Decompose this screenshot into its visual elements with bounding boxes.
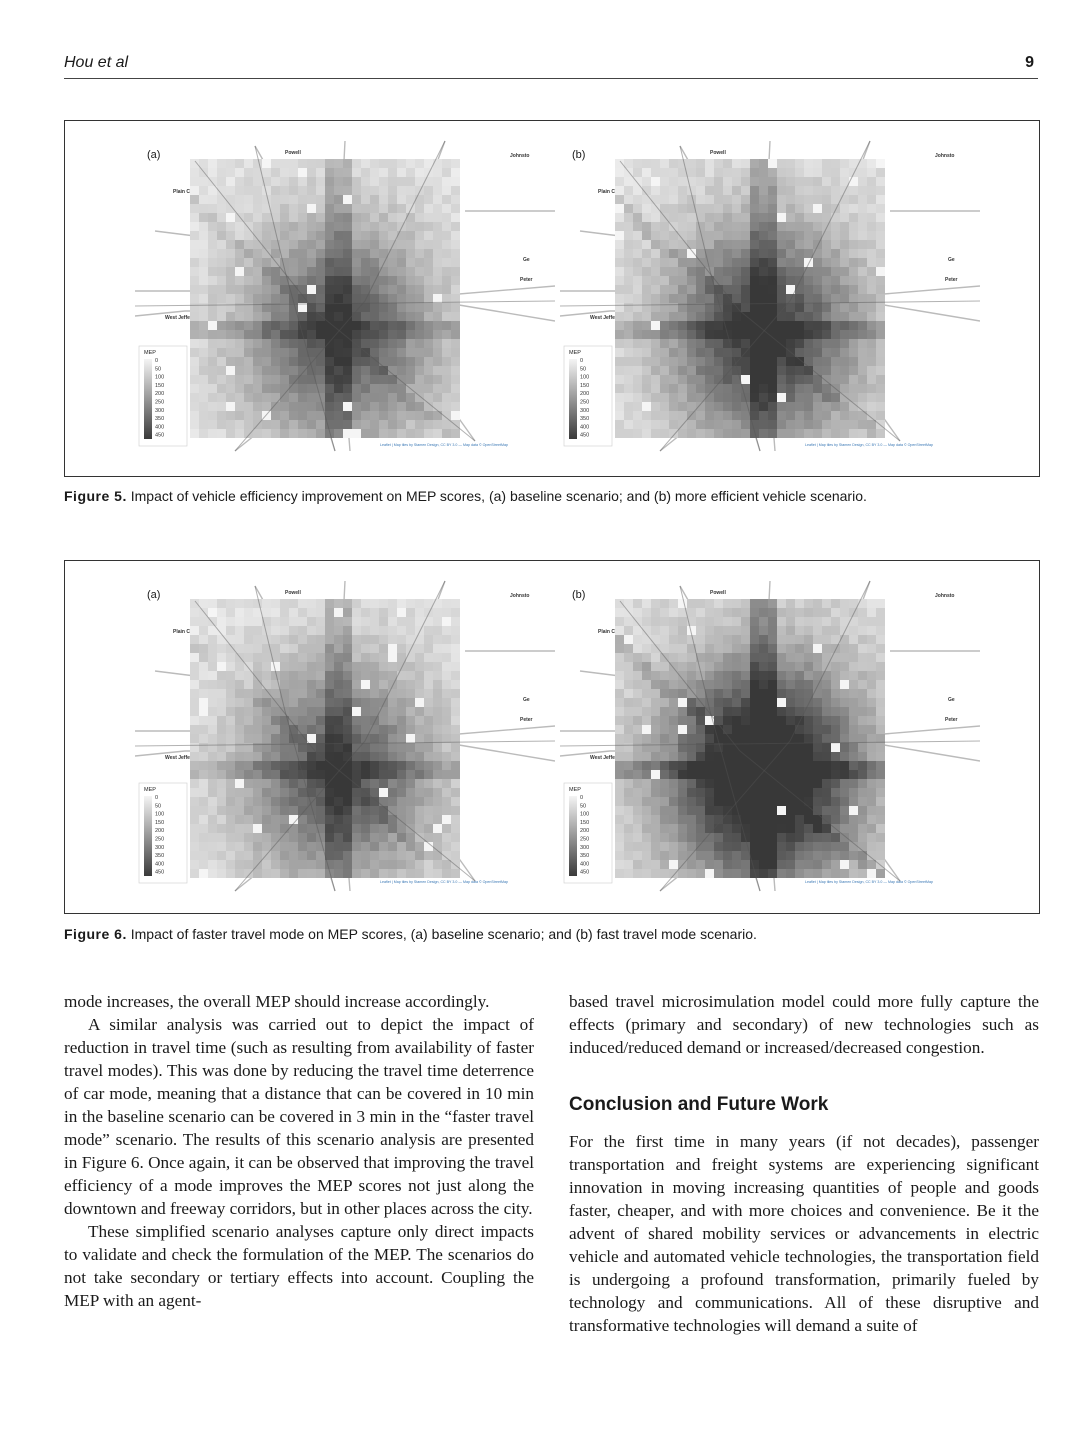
figure-6-caption [64, 926, 757, 942]
legend-tick: 200 [580, 391, 590, 398]
legend-tick: 150 [155, 382, 165, 389]
map-attribution: Leaflet | Map tiles by Stamen Design, CC BY 3.0 — Map data © OpenStreetMap [380, 880, 508, 884]
legend-tick: 50 [580, 366, 587, 373]
paragraph: mode increases, the overall MEP should increase accordingly. [64, 992, 490, 1011]
body-column-left [64, 990, 534, 1312]
mep-legend [139, 783, 187, 883]
paragraph: These simplified scenario analyses capture only direct impacts to validate and check the formulation of the MEP. The scenarios do not take secondary or tertiary effects into account. Coupling the MEP with an agent- [64, 1222, 534, 1310]
svg-text:MEP: MEP [569, 787, 581, 793]
mep-legend [139, 346, 187, 446]
legend-tick: 250 [580, 836, 590, 843]
legend-tick: 100 [155, 374, 165, 381]
legend-tick: 300 [580, 844, 590, 851]
mep-heatmap-map [135, 561, 555, 913]
mep-legend [564, 783, 612, 883]
caption-label: Figure 5. [64, 488, 127, 504]
legend-tick: 250 [155, 836, 165, 843]
map-place-label-west: West Jeffe [590, 315, 615, 321]
running-author: Hou et al [64, 54, 129, 71]
figure-6-panel-a [135, 561, 555, 913]
map-place-label-east2: Peter [520, 277, 533, 283]
page-number: 9 [1025, 54, 1034, 71]
map-place-label-north: Powell [710, 150, 726, 156]
map-attribution: Leaflet | Map tiles by Stamen Design, CC BY 3.0 — Map data © OpenStreetMap [380, 443, 508, 447]
legend-tick: 200 [155, 391, 165, 398]
map-place-label-east1: Ge [948, 257, 955, 263]
legend-tick: 150 [155, 819, 165, 826]
map-place-label-north: Powell [710, 590, 726, 596]
legend-tick: 450 [580, 869, 590, 876]
map-place-label-ne: Johnsto [510, 153, 530, 159]
panel-label: (b) [572, 149, 586, 161]
legend-tick: 150 [580, 382, 590, 389]
paragraph: based travel microsimulation model could more fully capture the effects (primary and secondary) of new technologies such as induced/reduced demand or increased/decreased congestion. [569, 992, 1039, 1057]
map-attribution: Leaflet | Map tiles by Stamen Design, CC BY 3.0 — Map data © OpenStreetMap [805, 880, 933, 884]
legend-tick: 350 [155, 853, 165, 860]
caption-text: Impact of vehicle efficiency improvement on MEP scores, (a) baseline scenario; and (b) more efficient vehicle scenario. [130, 488, 867, 504]
legend-tick: 450 [580, 432, 590, 439]
legend-tick: 100 [580, 811, 590, 818]
map-place-label-nw: Plain C [173, 189, 190, 195]
map-place-label-east1: Ge [523, 257, 530, 263]
figure-5-panel-b [560, 121, 980, 476]
legend-tick: 300 [580, 407, 590, 414]
map-place-label-east2: Peter [520, 717, 533, 723]
legend-tick: 300 [155, 407, 165, 414]
legend-tick: 150 [580, 819, 590, 826]
map-place-label-nw: Plain C [598, 629, 615, 635]
map-place-label-west: West Jeffe [165, 315, 190, 321]
legend-tick: 250 [580, 399, 590, 406]
map-place-label-nw: Plain C [598, 189, 615, 195]
map-place-label-east2: Peter [945, 717, 958, 723]
panel-label: (a) [147, 589, 161, 601]
caption-label: Figure 6. [64, 926, 127, 942]
map-attribution: Leaflet | Map tiles by Stamen Design, CC BY 3.0 — Map data © OpenStreetMap [805, 443, 933, 447]
legend-tick: 50 [155, 803, 162, 810]
legend-tick: 350 [580, 853, 590, 860]
legend-tick: 100 [580, 374, 590, 381]
legend-tick: 450 [155, 869, 165, 876]
legend-tick: 450 [155, 432, 165, 439]
legend-tick: 0 [580, 795, 584, 801]
map-place-label-ne: Johnsto [935, 593, 955, 599]
legend-tick: 50 [580, 803, 587, 810]
legend-tick: 400 [580, 861, 590, 868]
figure-5-panel-a [135, 121, 555, 476]
legend-tick: 250 [155, 399, 165, 406]
legend-tick: 200 [580, 828, 590, 835]
figure-5 [64, 120, 1040, 477]
map-place-label-east1: Ge [523, 697, 530, 703]
legend-tick: 400 [580, 424, 590, 431]
map-place-label-nw: Plain C [173, 629, 190, 635]
figure-6 [64, 560, 1040, 914]
legend-tick: 400 [155, 424, 165, 431]
mep-heatmap-map [560, 121, 980, 476]
paragraph: For the first time in many years (if not decades), passenger transportation and freight systems are experiencing significant innovation in moving increasing quantities of people and goods faster, cheaper, and with more choices and convenience. Be it the advent of shared mobility services or advancements in electric vehicle and automated vehicle technologies, the transportation field is undergoing a profound transformation, primarily fueled by technology and communications. All of these disruptive and transformative technologies will demand a suite of [569, 1132, 1039, 1335]
figure-5-caption [64, 488, 867, 504]
mep-heatmap-map [560, 561, 980, 913]
figure-6-panel-b [560, 561, 980, 913]
legend-tick: 100 [155, 811, 165, 818]
legend-tick: 300 [155, 844, 165, 851]
map-place-label-east1: Ge [948, 697, 955, 703]
legend-tick: 350 [580, 416, 590, 423]
map-place-label-ne: Johnsto [935, 153, 955, 159]
paragraph: A similar analysis was carried out to depict the impact of reduction in travel time (such as resulting from availability of faster travel modes). This was done by reducing the travel time deterrence of car mode, meaning that a distance that can be covered in 10 min in the baseline scenario can be covered in 3 min in the “faster travel mode” scenario. The results of this scenario analysis are presented in Figure 6. Once again, it can be observed that improving the travel efficiency of a mode improves the MEP scores not just along the downtown and freeway corridors, but in other places across the city. [64, 1015, 534, 1218]
legend-tick: 0 [580, 358, 584, 364]
map-place-label-north: Powell [285, 150, 301, 156]
legend-tick: 350 [155, 416, 165, 423]
mep-legend [564, 346, 612, 446]
body-column-right [569, 990, 1039, 1337]
panel-label: (b) [572, 589, 586, 601]
map-place-label-west: West Jeffe [165, 755, 190, 761]
map-place-label-ne: Johnsto [510, 593, 530, 599]
running-header [64, 54, 1038, 79]
legend-tick: 200 [155, 828, 165, 835]
map-place-label-east2: Peter [945, 277, 958, 283]
caption-text: Impact of faster travel mode on MEP scores, (a) baseline scenario; and (b) fast travel mode scenario. [130, 926, 757, 942]
map-place-label-north: Powell [285, 590, 301, 596]
svg-text:MEP: MEP [144, 350, 156, 356]
section-heading: Conclusion and Future Work [569, 1094, 829, 1115]
legend-tick: 0 [155, 358, 159, 364]
svg-text:MEP: MEP [569, 350, 581, 356]
legend-tick: 50 [155, 366, 162, 373]
svg-text:MEP: MEP [144, 787, 156, 793]
mep-heatmap-map [135, 121, 555, 476]
panel-label: (a) [147, 149, 161, 161]
legend-tick: 0 [155, 795, 159, 801]
map-place-label-west: West Jeffe [590, 755, 615, 761]
legend-tick: 400 [155, 861, 165, 868]
